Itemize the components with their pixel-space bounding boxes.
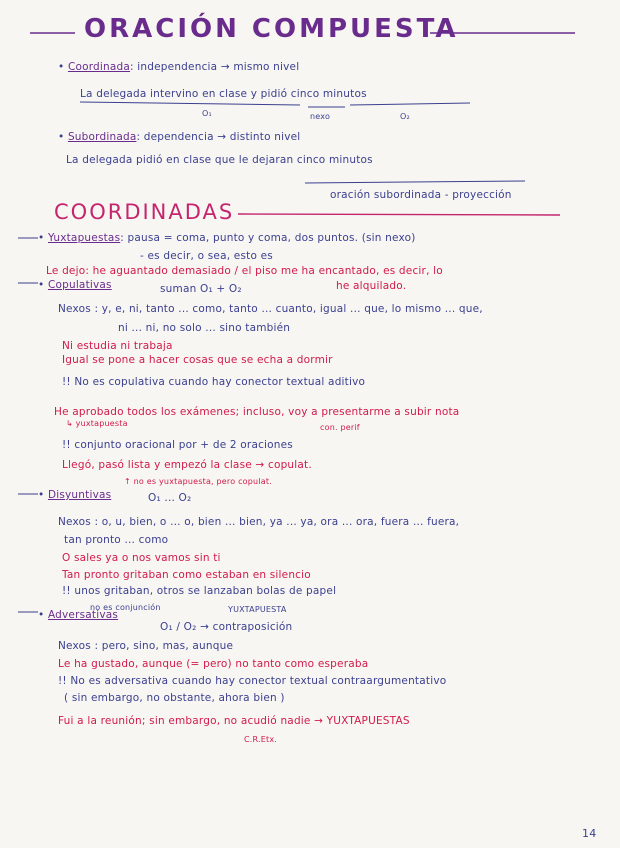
adv-example-2: Fui a la reunión; sin embargo, no acudió nadie → YUXTAPUESTAS — [58, 715, 410, 727]
adv-row: • Adversativas — [38, 609, 119, 621]
yux-definition: : pausa = coma, punto y coma, dos puntos. (sin nexo) — [120, 232, 416, 244]
yux-heading: Yuxtapuestas — [47, 232, 121, 244]
cop-nexos-2: ni ... ni, no solo ... sino también — [118, 322, 291, 334]
cop-note-1: !! No es copulativa cuando hay conector textual aditivo — [62, 376, 366, 388]
sub-note: oración subordinada - proyección — [330, 189, 512, 201]
dis-nexos-2: tan pronto ... como — [64, 534, 169, 546]
dis-definition: O₁ ... O₂ — [148, 492, 192, 504]
dis-example-1: O sales ya o nos vamos sin ti — [62, 552, 221, 564]
o2-underline — [350, 103, 470, 105]
sub-example: La delegada pidió en clase que le dejaran cinco minutos — [66, 154, 373, 166]
yux-row: • Yuxtapuestas: pausa = coma, punto y coma, dos puntos. (sin nexo) — [38, 232, 416, 244]
nexo-label: nexo — [310, 112, 331, 121]
dis-heading: Disyuntivas — [47, 489, 112, 501]
cop-example-3: He aprobado todos los exámenes; incluso, voy a presentarme a subir nota — [54, 406, 460, 418]
yux-example: Le dejo: he aguantado demasiado / el piso me ha encantado, es decir, lo — [46, 265, 443, 277]
adv-definition: O₁ / O₂ → contraposición — [160, 621, 293, 633]
dis-row: • Disyuntivas — [38, 489, 112, 501]
adv-note: !! No es adversativa cuando hay conector textual contraargumentativo — [58, 675, 447, 687]
o1-label: O₁ — [202, 109, 212, 118]
cop-nexos: Nexos : y, e, ni, tanto ... como, tanto ... cuanto, igual ... que, lo mismo ... que, — [58, 303, 483, 315]
section-line — [238, 214, 560, 215]
adv-nexos: Nexos : pero, sino, mas, aunque — [58, 640, 234, 652]
adv-example-1: Le ha gustado, aunque (= pero) no tanto como esperaba — [58, 658, 369, 670]
cop-example-2: Igual se pone a hacer cosas que se echa a dormir — [62, 354, 333, 366]
o2-label: O₂ — [400, 112, 410, 121]
coord-heading: Coordinada — [67, 61, 131, 73]
yux-example-2: he alquilado. — [336, 280, 407, 292]
cop-heading: Copulativas — [47, 279, 112, 291]
cop-note-2: !! conjunto oracional por + de 2 oraciones — [62, 439, 293, 451]
dis-example-2: Tan pronto gritaban como estaban en silencio — [62, 569, 311, 581]
dis-annotation-1: no es conjunción — [90, 603, 161, 612]
adv-cretx: C.R.Etx. — [244, 735, 278, 744]
adv-note-2: ( sin embargo, no obstante, ahora bien ) — [64, 692, 285, 704]
cop-yux-note: ↳ yuxtapuesta — [66, 419, 128, 428]
section-heading: COORDINADAS — [54, 200, 235, 224]
coord-definition: : independencia → mismo nivel — [130, 61, 300, 73]
coord-example: La delegada intervino en clase y pidió cinco minutos — [80, 88, 367, 100]
sub-underline — [305, 181, 525, 183]
page-number: 14 — [582, 827, 597, 840]
dis-note: !! unos gritaban, otros se lanzaban bolas de papel — [62, 585, 337, 597]
page-title: ORACIÓN COMPUESTA — [84, 14, 459, 44]
sub-row: • Subordinada: dependencia → distinto nivel — [58, 131, 301, 143]
cop-comp-perif: con. perif — [320, 423, 360, 432]
dis-nexos: Nexos : o, u, bien, o ... o, bien ... bien, ya ... ya, ora ... ora, fuera ... fuera, — [58, 516, 460, 528]
sub-heading: Subordinada — [67, 131, 137, 143]
coord-row: • Coordinada: independencia → mismo nivel — [58, 61, 300, 73]
cop-definition: suman O₁ + O₂ — [160, 283, 242, 295]
dis-annotation-2: YUXTAPUESTA — [228, 605, 287, 614]
adv-heading: Adversativas — [47, 609, 119, 621]
cop-example-5: ↑ no es yuxtapuesta, pero copulat. — [124, 477, 272, 486]
cop-row: • Copulativas — [38, 279, 112, 291]
o1-underline — [80, 102, 300, 105]
cop-example-4: Llegó, pasó lista y empezó la clase → copulat. — [62, 459, 312, 471]
yux-definition-2: - es decir, o sea, esto es — [140, 250, 273, 262]
sub-definition: : dependencia → distinto nivel — [136, 131, 301, 143]
cop-example-1: Ni estudia ni trabaja — [62, 340, 173, 352]
